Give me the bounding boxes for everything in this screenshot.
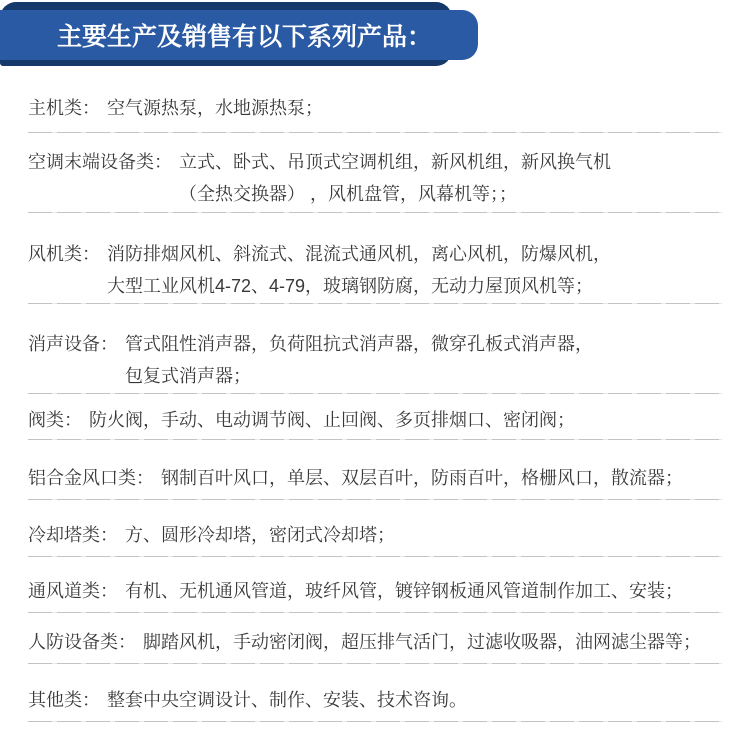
banner xyxy=(0,0,750,70)
category-items-line: 整套中央空调设计、制作、安装、技术咨询。 xyxy=(107,690,467,710)
product-category-row xyxy=(28,213,722,303)
product-category-row xyxy=(28,304,722,393)
category-items-line: 管式阻性消声器，负荷阻抗式消声器，微穿孔板式消声器， xyxy=(125,334,593,354)
category-items xyxy=(107,238,722,302)
category-items xyxy=(161,462,722,494)
category-label: 人防设备类： xyxy=(28,632,136,652)
category-label: 阀类： xyxy=(28,410,82,430)
category-items-line: （全热交换器） ，风机盘管，风幕机等；； xyxy=(179,184,517,204)
category-items-line: 钢制百叶风口，单层、双层百叶，防雨百叶，格栅风口，散流器； xyxy=(161,468,683,488)
category-items-line: 包复式消声器； xyxy=(125,366,251,386)
category-label: 风机类： xyxy=(28,244,100,264)
category-items-line: 有机、无机通风管道，玻纤风管，镀锌钢板通风管道制作加工、安装； xyxy=(125,581,683,601)
category-label: 消声设备： xyxy=(28,334,118,354)
category-label: 主机类： xyxy=(28,98,100,118)
product-category-row xyxy=(28,613,722,663)
product-category-row xyxy=(28,133,722,212)
category-items xyxy=(89,404,722,436)
category-items-line: 脚踏风机，手动密闭阀，超压排气活门，过滤收吸器，油网滤尘器等； xyxy=(143,632,701,652)
product-list xyxy=(0,70,750,722)
category-items xyxy=(125,575,722,607)
category-items xyxy=(125,519,722,551)
category-items xyxy=(125,328,722,392)
product-category-row xyxy=(28,70,722,132)
category-items-line: 方、圆形冷却塔，密闭式冷却塔； xyxy=(125,525,395,545)
category-items-line: 立式、卧式、吊顶式空调机组，新风机组，新风换气机 xyxy=(179,152,611,172)
page-title: 主要生产及销售有以下系列产品： xyxy=(57,23,433,51)
category-items xyxy=(143,626,722,658)
category-items-line: 大型工业风机4-72、4-79，玻璃钢防腐，无动力屋顶风机等； xyxy=(107,276,594,296)
product-category-row xyxy=(28,664,722,721)
divider xyxy=(28,721,722,722)
category-items-line: 空气源热泵，水地源热泵； xyxy=(107,98,323,118)
category-label: 冷却塔类： xyxy=(28,525,118,545)
product-category-row xyxy=(28,394,722,439)
product-category-row xyxy=(28,440,722,499)
category-label: 其他类： xyxy=(28,690,100,710)
category-label: 铝合金风口类： xyxy=(28,468,154,488)
banner-front-layer xyxy=(0,10,478,60)
product-category-row xyxy=(28,557,722,612)
category-items xyxy=(107,92,722,124)
category-items xyxy=(107,684,722,716)
category-items-line: 消防排烟风机、斜流式、混流式通风机，离心风机，防爆风机， xyxy=(107,244,611,264)
category-label: 通风道类： xyxy=(28,581,118,601)
category-items-line: 防火阀，手动、电动调节阀、止回阀、多页排烟口、密闭阀； xyxy=(89,410,575,430)
category-label: 空调末端设备类： xyxy=(28,152,172,172)
product-category-row xyxy=(28,500,722,556)
category-items xyxy=(179,146,722,210)
